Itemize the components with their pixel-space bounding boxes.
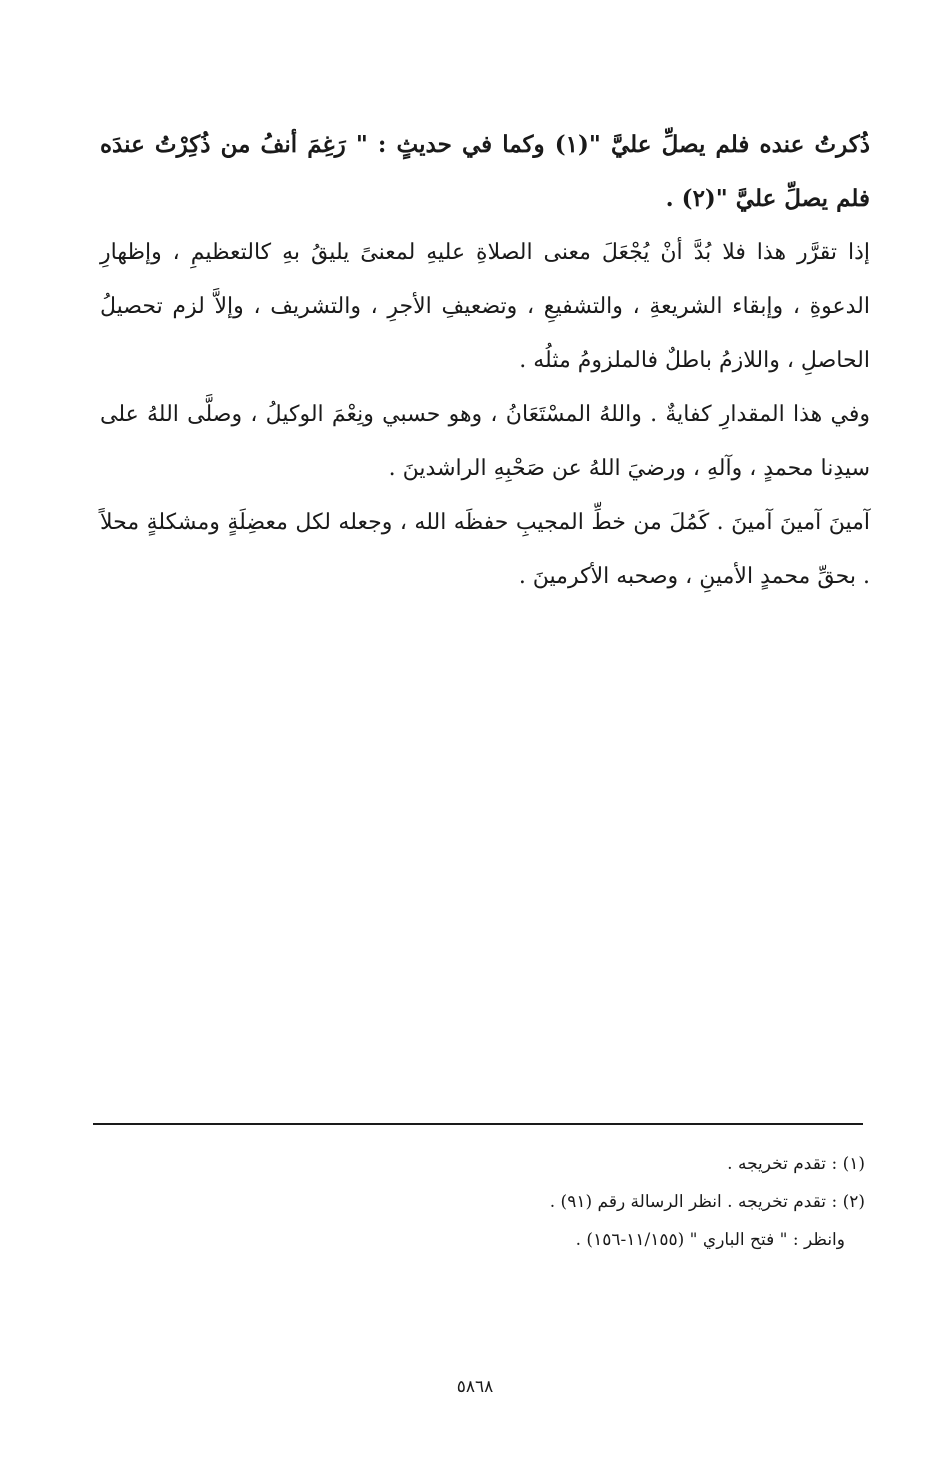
paragraph-2: إذا تقرَّر هذا فلا بُدَّ أنْ يُجْعَلَ معنى الصلاةِ عليهِ لمعنىً يليقُ بهِ كالتعظيمِ ، وإظهارِ الدعوةِ ، وإبقاء الشريعةِ ، والتشفيعِ ، وتضعيفِ الأجرِ ، والتشريف ، وإلاَّ لزم تحصيلُ الحاصلِ ، واللازمُ باطلٌ فالملزومُ مثلُه . — [100, 240, 870, 373]
footnote-separator — [93, 1123, 863, 1125]
main-text — [100, 118, 870, 604]
paragraph-4: آمينَ آمينَ آمينَ . كَمُلَ من خطِّ المجيبِ حفظَه الله ، وجعله لكل معضِلَةٍ ومشكلةٍ محلاً . بحقِّ محمدٍ الأمينِ ، وصحبه الأكرمينَ . — [100, 510, 870, 589]
paragraph-1: ذُكرتُ عنده فلم يصلِّ عليَّ "(١) وكما في حديثٍ : " رَغِمَ أنفُ من ذُكِرْتُ عندَه فلم يصلِّ عليَّ "(٢) . — [100, 131, 870, 212]
footnote-2: (٢) : تقدم تخريجه . انظر الرسالة رقم (٩١) . — [549, 1192, 865, 1212]
page-number: ٥٨٦٨ — [456, 1377, 494, 1397]
paragraph-3: وفي هذا المقدارِ كفايةٌ . واللهُ المسْتَعَانُ ، وهو حسبي ونِعْمَ الوكيلُ ، وصلَّى اللهُ على سيدِنا محمدٍ ، وآلهِ ، ورضيَ اللهُ عن صَحْبِهِ الراشدينَ . — [100, 402, 870, 481]
footnote-2-continuation: وانظر : " فتح الباري " (١١/١٥٥-١٥٦) . — [575, 1230, 845, 1250]
footnote-1: (١) : تقدم تخريجه . — [727, 1154, 865, 1174]
footnotes — [100, 1145, 865, 1259]
